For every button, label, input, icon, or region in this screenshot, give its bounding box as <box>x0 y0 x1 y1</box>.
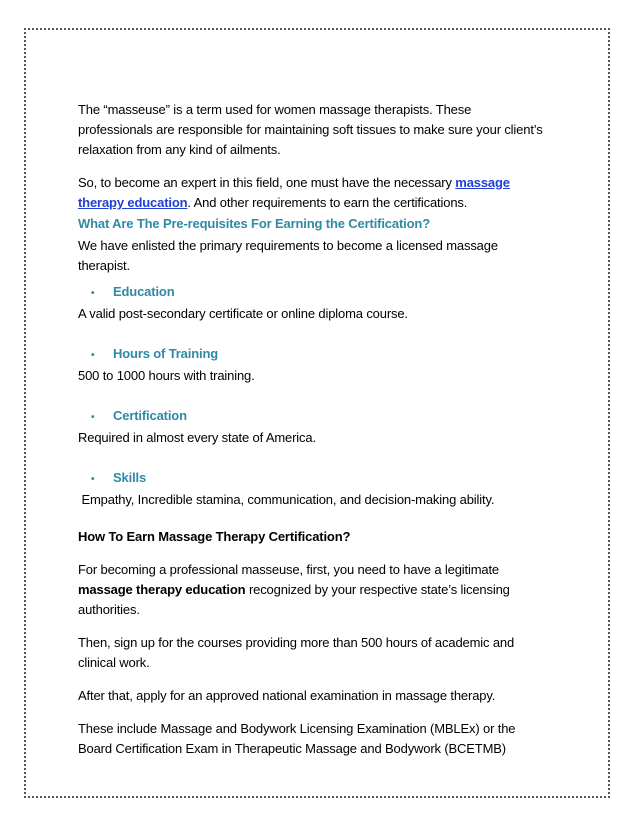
bullet-skills-desc: Empathy, Incredible stamina, communication, and decision-making ability. <box>78 492 495 507</box>
document-body <box>78 100 548 759</box>
bullet-education-desc: A valid post-secondary certificate or online diploma course. <box>78 306 408 321</box>
prerequisites-intro: We have enlisted the primary requirements to become a licensed massage therapist. <box>78 238 498 273</box>
bullet-dot: • <box>91 412 95 423</box>
massage-therapy-education-link[interactable]: massage therapy education <box>78 175 510 210</box>
bullet-skills <box>78 468 548 490</box>
how-to-paragraph-1 <box>78 560 548 620</box>
how-to-paragraph-1-text: For becoming a professional masseuse, first, you need to have a legitimate <box>78 562 500 577</box>
intro-paragraph-2-text: So, to become an expert in this field, one must have the necessary <box>78 175 456 190</box>
bullet-education <box>78 282 548 304</box>
how-to-paragraph-2: Then, sign up for the courses providing more than 500 hours of academic and clinical work. <box>78 635 515 670</box>
how-to-paragraph-3: After that, apply for an approved national examination in massage therapy. <box>78 688 496 703</box>
prerequisites-heading: What Are The Pre-requisites For Earning the Certification? <box>78 216 430 231</box>
massage-therapy-education-bold: massage therapy education <box>78 582 246 597</box>
bullet-dot: • <box>91 350 95 361</box>
bullet-certification-title: Certification <box>113 408 187 423</box>
bullet-hours-desc: 500 to 1000 hours with training. <box>78 368 255 383</box>
how-to-paragraph-4: These include Massage and Bodywork Licensing Examination (MBLEx) or the Board Certification Exam in Therapeutic Massage and Bodywork (BCETMB) <box>78 721 516 756</box>
bullet-dot: • <box>91 288 95 299</box>
bullet-education-title: Education <box>113 284 175 299</box>
how-to-earn-heading: How To Earn Massage Therapy Certification? <box>78 529 351 544</box>
bullet-hours-of-training <box>78 344 548 366</box>
bullet-dot: • <box>91 474 95 485</box>
bullet-certification-desc: Required in almost every state of America. <box>78 430 316 445</box>
intro-paragraph-1: The “masseuse” is a term used for women massage therapists. These professionals are responsible for maintaining soft tissues to make sure your client’s relaxation from any kind of ailments. <box>78 102 543 157</box>
bullet-skills-title: Skills <box>113 470 147 485</box>
bullet-certification <box>78 406 548 428</box>
how-to-paragraph-1-tail: recognized by your respective state’s licensing authorities. <box>78 582 510 617</box>
bullet-hours-title: Hours of Training <box>113 346 219 361</box>
intro-paragraph-2-tail: . And other requirements to earn the certifications. <box>187 195 468 210</box>
intro-paragraph-2 <box>78 173 548 213</box>
